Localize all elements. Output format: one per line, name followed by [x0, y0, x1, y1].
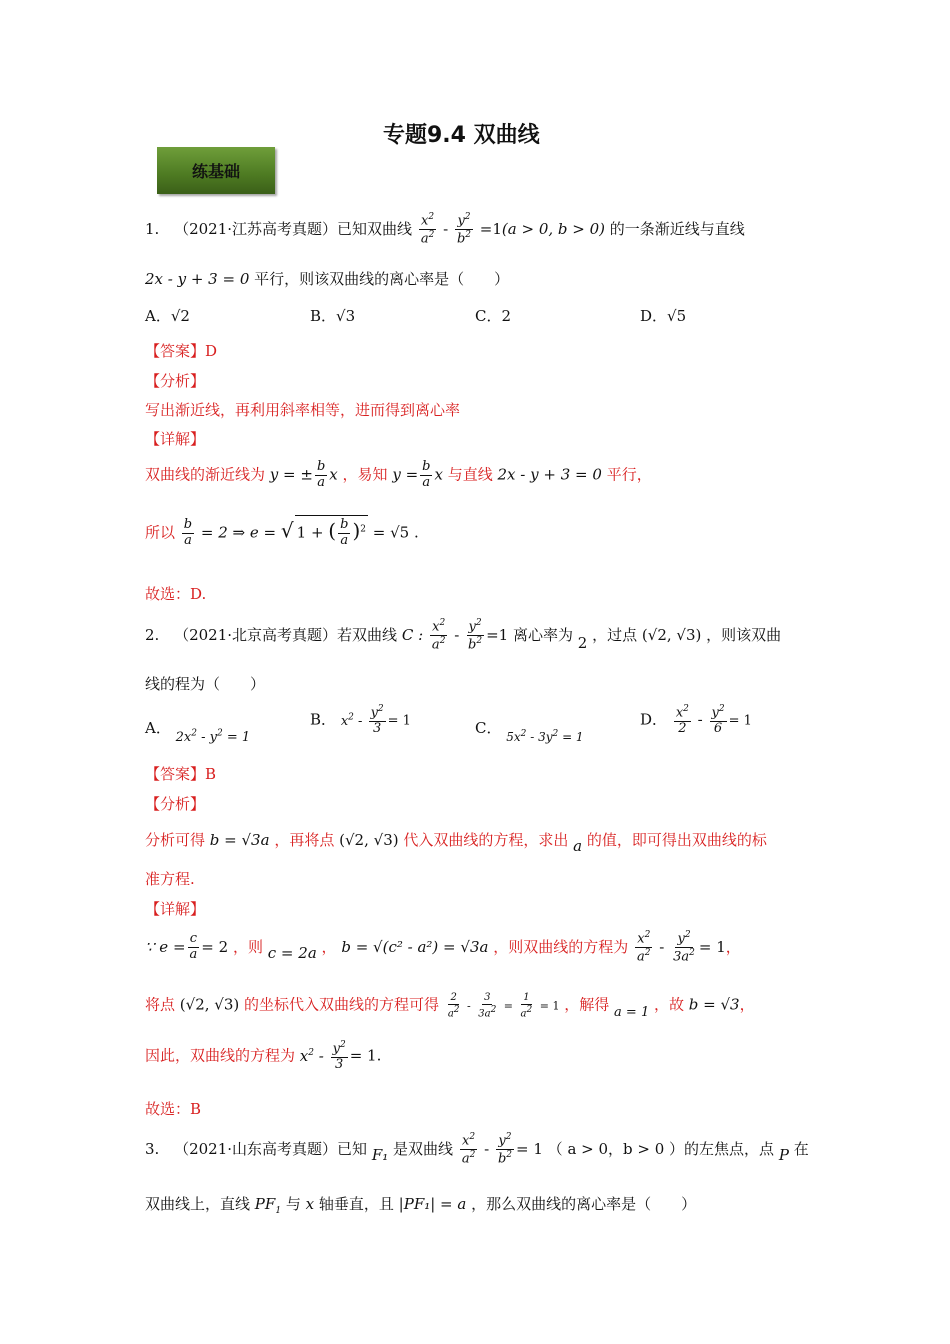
q2-analysis-1a: 分析可得: [145, 831, 206, 849]
q2-detail-2e: ，故: [654, 995, 685, 1014]
q2-end-text: ，则该双曲: [706, 625, 782, 644]
q1-option-a: A．√2: [145, 307, 190, 325]
q3-line2e: |PF₁| = a: [398, 1195, 467, 1213]
q2-analysis-1e: a: [573, 837, 583, 855]
q1-source: （2021·江苏高考真题）已知双曲线: [174, 219, 413, 238]
q2-option-a: A． $2x^2 - y^2 = 1$: [145, 719, 251, 745]
q2-detail-2d: a = 1: [614, 1004, 650, 1020]
q3-line1: 3. （2021·山东高考真题）已知 F₁ 是双曲线 $\frac{x^2}{a^2}$ - $\frac{y^2}{b^2}$ = 1 （ a > 0，b > 0 ）的左焦点，点 P 在: [145, 1132, 809, 1167]
page-title: 专题9.4 双曲线: [383, 123, 540, 148]
q1-analysis-text: 写出渐近线，再利用斜率相等，进而得到离心率: [145, 401, 461, 419]
q2-detail-1d: b = √(c² - a²) = √3a: [341, 937, 489, 956]
q2-option-c: C． $_{5x^2 - 3y^2 = 1}$: [475, 719, 584, 744]
q1-detail-1b: ，易知: [342, 465, 388, 484]
q2-analysis-label: 【分析】: [145, 795, 206, 813]
q2-detail-2b: 的坐标代入双曲线的方程可得: [244, 995, 440, 1014]
q3-line2c: x: [305, 1195, 315, 1213]
q2-answer: 【答案】B: [145, 765, 217, 783]
q2-option-d-label: D．: [640, 710, 668, 729]
q1-detail-line2: 所以 $\frac{b}{a}$ = 2 ⇒ e = √ 1 + ( $\frac{b}{a}$ )$^2$ = √5 .: [145, 515, 419, 551]
q2-analysis-1b: b = √3a: [209, 831, 270, 849]
q1-detail-1c: 与直线: [447, 465, 493, 484]
q2-analysis-point: (√2, √3): [339, 831, 399, 849]
q2-number: 2.: [145, 625, 160, 644]
q3-line2a: 双曲线上，直线: [145, 1195, 251, 1213]
section-badge: 练基础: [157, 147, 275, 194]
q2-source: （2021·北京高考真题）若双曲线: [174, 625, 398, 644]
q3-line2: 双曲线上，直线 $PF_1$ 与 x 轴垂直，且 |PF₁| = a ，那么双曲线的离心率是（ ）: [145, 1195, 697, 1216]
q2-point-text: ，过点: [592, 625, 638, 644]
q3-mid: 是双曲线: [393, 1139, 454, 1158]
q1-option-c: C．2: [475, 307, 512, 325]
q1-detail-2a: 所以: [145, 523, 176, 542]
q2-analysis-line1: [145, 829, 767, 855]
q2-detail-line2: 将点 (√2, √3) 的坐标代入双曲线的方程可得 $\frac{2}{a^2}$ - $\frac{3}{3a^2}$ = $\frac{1}{a^2}$ = 1 ，解得 a = 1 ，故 b = √3，: [145, 992, 755, 1020]
q2-analysis-line2: 准方程.: [145, 870, 195, 888]
q1-answer: 【答案】D: [145, 342, 218, 360]
q2-ecc: 2: [577, 633, 588, 652]
q1-frac-y: $\frac{y^2}{b^2}$: [456, 212, 472, 247]
q3-line2f: ，那么双曲线的离心率是（ ）: [471, 1195, 697, 1213]
q2-analysis-1f: 的值，即可得出双曲线的标: [586, 831, 767, 849]
q2-analysis-1c: ，再将点: [274, 831, 335, 849]
q1-line-eq: 2x - y + 3 = 0: [145, 270, 250, 288]
q2-option-a-label: A．: [145, 719, 171, 737]
q2-option-c-label: C．: [475, 719, 502, 737]
q1-detail-1d: 平行，: [606, 465, 652, 484]
q2-detail-1a: ，则: [232, 937, 263, 956]
q2-detail-3a: 因此，双曲线的方程为: [145, 1046, 296, 1065]
q2-option-b: B． $x^2$ - $\frac{y^2}{3}$ = 1: [310, 704, 411, 737]
q2-point: (√2, √3): [641, 625, 702, 644]
q2-option-b-label: B．: [310, 710, 337, 729]
q2-analysis-1d: 代入双曲线的方程，求出: [403, 831, 569, 849]
q1-analysis-label: 【分析】: [145, 372, 206, 390]
q1-detail-2b: = 2 ⇒ e =: [200, 523, 277, 542]
q2-option-d: D． $\frac{x^2}{2}$ - $\frac{y^2}{6}$ = 1: [640, 704, 752, 737]
q3-source: （2021·山东高考真题）已知: [174, 1139, 368, 1158]
q2-detail-1e: ，则双曲线的方程为: [493, 937, 629, 956]
q3-number: 3.: [145, 1139, 160, 1158]
q3-tail: 在: [793, 1139, 809, 1158]
q1-detail-label: 【详解】: [145, 430, 206, 448]
q3-line2d: 轴垂直，且: [318, 1195, 394, 1213]
q1-option-b: B．√3: [310, 307, 356, 325]
q2-detail-1b: c = 2a: [267, 943, 317, 962]
q2-detail-line3: 因此，双曲线的方程为 $x^2$ - $\frac{y^2}{3}$ = 1.: [145, 1040, 382, 1073]
q2-line1: 2. （2021·北京高考真题）若双曲线 C : $\frac{x^2}{a^2}$ - $\frac{y^2}{b^2}$ =1 离心率为 2 ，过点 (√2, √3) ，则该双曲: [145, 618, 782, 653]
q1-line1: 1. （2021·江苏高考真题）已知双曲线 $\frac{x^2}{a^2}$ - $\frac{y^2}{b^2}$ =1(a > 0, b > 0) 的一条渐近线与直线: [145, 212, 745, 247]
q3-line2b: 与: [285, 1195, 301, 1213]
q3-p: P: [778, 1145, 789, 1164]
q2-line2: 线的程为（ ）: [145, 675, 266, 693]
q1-line2: [145, 268, 509, 289]
q1-detail-line1: 双曲线的渐近线为 y = ± $\frac{b}{a}$ x ，易知 y = $\frac{b}{a}$ x 与直线 2x - y + 3 = 0 平行，: [145, 459, 652, 490]
q1-detail-1a: 双曲线的渐近线为: [145, 465, 266, 484]
q1-detail-2c: = √5 .: [372, 523, 419, 542]
q2-detail-2c: ，解得: [564, 995, 610, 1014]
q3-f1: F₁: [371, 1145, 389, 1164]
q2-detail-1c: ，: [321, 937, 337, 956]
q3-cond: （ a > 0，b > 0 ）的左焦点，点: [547, 1139, 775, 1158]
q2-after-formula: 离心率为: [513, 625, 574, 644]
q2-final: 故选：B: [145, 1100, 202, 1118]
q2-detail-line1: ∵ e = $\frac{c}{a}$ = 2 ，则 c = 2a ， b = √(c² - a²) = √3a ，则双曲线的方程为 $\frac{x^2}{a^2}$ - $\frac{y^2}{3a^2}$ = 1，: [145, 930, 741, 965]
q2-detail-label: 【详解】: [145, 900, 206, 918]
q2-detail-point: (√2, √3): [179, 995, 240, 1014]
q2-detail-2f: b = √3: [688, 995, 740, 1014]
q1-after-formula: 的一条渐近线与直线: [609, 219, 745, 238]
q2-detail-2a: 将点: [145, 995, 176, 1014]
q1-final: 故选：D.: [145, 585, 207, 603]
q1-frac-x: $\frac{x^2}{a^2}$: [420, 212, 435, 247]
q1-number: 1.: [145, 219, 160, 238]
q1-line2-text: 平行，则该双曲线的离心率是（ ）: [254, 270, 510, 288]
q1-option-d: D．√5: [640, 307, 687, 325]
